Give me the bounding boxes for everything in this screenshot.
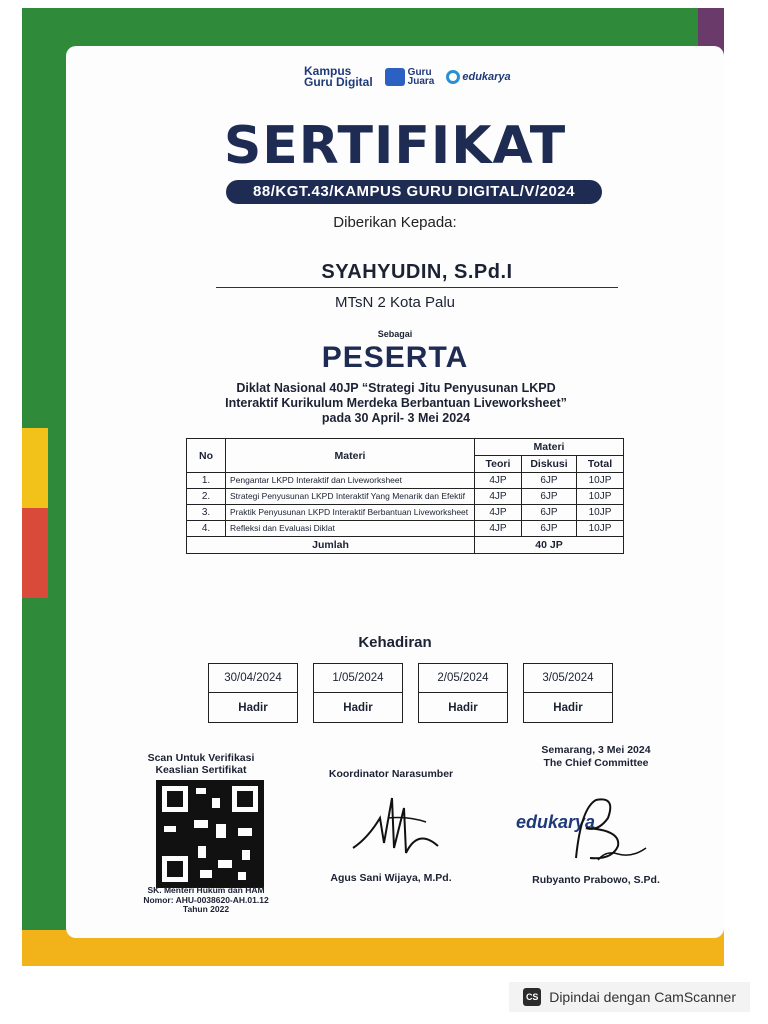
description-line: Interaktif Kurikulum Merdeka Berbantuan Liveworksheet”	[225, 396, 567, 410]
attendance-day	[418, 663, 508, 723]
chief-name: Rubyanto Prabowo, S.Pd.	[532, 874, 660, 886]
logo-text: edukarya	[462, 71, 511, 83]
as-label: Sebagai	[377, 329, 413, 339]
logo-row	[304, 62, 604, 92]
place-date: Semarang, 3 Mei 2024	[541, 744, 651, 756]
table-sum-row	[187, 537, 624, 554]
logo-text: Kampus	[304, 64, 352, 78]
row-total: 10JP	[577, 489, 624, 505]
attendance-date: 30/04/2024	[209, 664, 297, 693]
row-total: 10JP	[577, 473, 624, 489]
coordinator-signature	[348, 788, 448, 868]
row-diskusi: 6JP	[522, 505, 577, 521]
row-materi: Strategi Penyusunan LKPD Interaktif Yang Menarik dan Efektif	[226, 489, 475, 505]
legal-line: SK. Menteri Hukum dan HAM	[147, 885, 265, 895]
sum-label: Jumlah	[187, 537, 475, 554]
row-teori: 4JP	[475, 489, 522, 505]
guru-juara-logo	[385, 68, 435, 86]
row-materi: Refleksi dan Evaluasi Diklat	[226, 521, 475, 537]
scan-line: Scan Untuk Verifikasi	[147, 752, 255, 764]
attendance-date: 2/05/2024	[419, 664, 507, 693]
edukarya-logo	[446, 70, 510, 84]
row-teori: 4JP	[475, 473, 522, 489]
attendance-date: 3/05/2024	[524, 664, 612, 693]
materi-table	[186, 438, 624, 554]
description-line: pada 30 April- 3 Mei 2024	[321, 411, 471, 425]
recipient-name: SYAHYUDIN, S.Pd.I	[216, 261, 618, 288]
table-row	[187, 473, 624, 489]
edukarya-mark-icon	[446, 70, 460, 84]
attendance-status: Hadir	[448, 702, 478, 714]
row-no: 3.	[187, 505, 226, 521]
row-no: 4.	[187, 521, 226, 537]
watermark-text: Dipindai dengan CamScanner	[549, 989, 736, 1005]
role-title: PESERTA	[321, 341, 469, 374]
row-diskusi: 6JP	[522, 521, 577, 537]
attendance-status: Hadir	[343, 702, 373, 714]
attendance-date: 1/05/2024	[314, 664, 402, 693]
row-diskusi: 6JP	[522, 489, 577, 505]
qr-code-icon[interactable]	[156, 780, 264, 888]
table-row	[187, 505, 624, 521]
row-total: 10JP	[577, 505, 624, 521]
description-line: Diklat Nasional 40JP “Strategi Jitu Penyusunan LKPD	[236, 381, 556, 395]
col-header-total: Total	[577, 456, 624, 473]
attendance-day	[523, 663, 613, 723]
row-total: 10JP	[577, 521, 624, 537]
legal-line: Nomor: AHU-0038620-AH.01.12	[143, 894, 269, 905]
sum-value: 40 JP	[475, 537, 624, 554]
col-header-diskusi: Diskusi	[522, 456, 577, 473]
legal-info	[126, 886, 286, 915]
coordinator-title: Koordinator Narasumber	[328, 768, 454, 780]
logo-text: Juara	[407, 76, 435, 87]
frame-left-accent	[22, 428, 48, 508]
certificate-title: SERTIFIKAT	[223, 116, 567, 176]
certificate-paper	[66, 46, 724, 938]
given-to-label: Diberikan Kepada:	[333, 214, 457, 231]
attendance-day	[313, 663, 403, 723]
attendance-status: Hadir	[553, 702, 583, 714]
scan-instruction	[136, 752, 266, 776]
attendance-status: Hadir	[238, 702, 268, 714]
table-row	[187, 521, 624, 537]
legal-line: Tahun 2022	[182, 904, 230, 914]
scan-line: Keaslian Sertifikat	[155, 764, 247, 776]
row-materi: Pengantar LKPD Interaktif dan Liveworksheet	[226, 473, 475, 489]
camscanner-watermark	[509, 982, 750, 1012]
logo-text: Guru	[407, 67, 432, 78]
col-header-materi: Materi	[226, 439, 475, 473]
row-no: 2.	[187, 489, 226, 505]
edukarya-stamp: edukarya	[516, 812, 596, 832]
attendance-title: Kehadiran	[358, 634, 432, 651]
frame-left-red-accent	[22, 508, 48, 598]
row-materi: Praktik Penyusunan LKPD Interaktif Berbantuan Liveworksheet	[226, 505, 475, 521]
chief-signature	[536, 788, 656, 878]
row-diskusi: 6JP	[522, 473, 577, 489]
camscanner-icon: CS	[523, 988, 541, 1006]
table-row	[187, 489, 624, 505]
row-teori: 4JP	[475, 505, 522, 521]
chief-title: The Chief Committee	[543, 757, 649, 769]
certificate-number: 88/KGT.43/KAMPUS GURU DIGITAL/V/2024	[226, 180, 602, 204]
event-description	[186, 381, 606, 426]
attendance-day	[208, 663, 298, 723]
row-no: 1.	[187, 473, 226, 489]
col-header-no: No	[187, 439, 226, 473]
guru-juara-mark-icon	[385, 68, 405, 86]
row-teori: 4JP	[475, 521, 522, 537]
coordinator-name: Agus Sani Wijaya, M.Pd.	[330, 872, 452, 884]
recipient-school: MTsN 2 Kota Palu	[334, 294, 456, 311]
col-header-group: Materi	[475, 439, 624, 456]
certificate-frame	[22, 8, 724, 966]
kampus-guru-digital-logo	[304, 66, 373, 88]
col-header-teori: Teori	[475, 456, 522, 473]
signing-info	[506, 744, 686, 770]
logo-text: Guru Digital	[304, 75, 373, 89]
